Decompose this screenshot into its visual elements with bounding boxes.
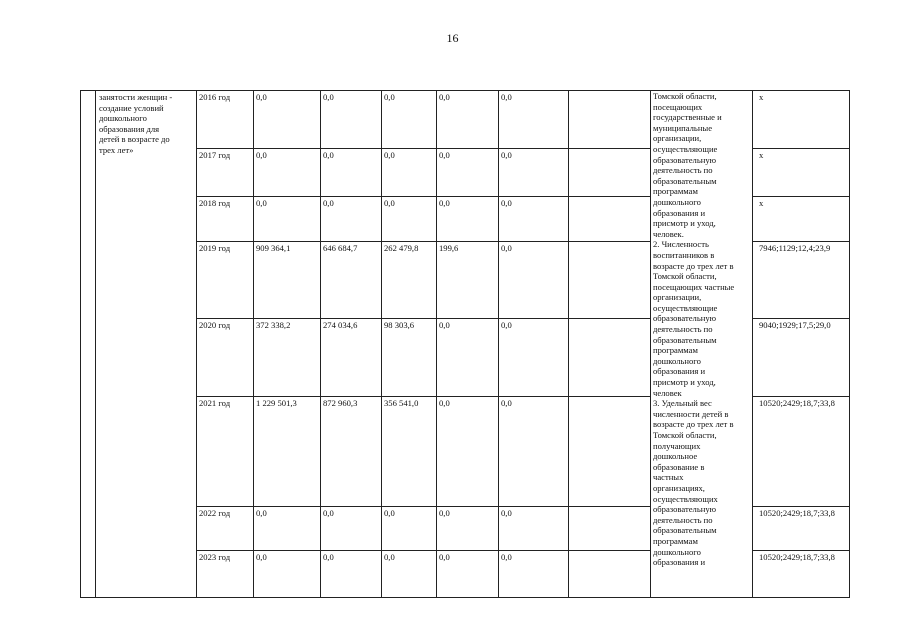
- value-cell: 7946;1129;12,4;23,9: [759, 243, 831, 253]
- row-divider: [752, 196, 850, 197]
- federal-cell: 0,0: [323, 198, 334, 208]
- indicator-line: программам: [653, 345, 698, 356]
- column-divider: [253, 90, 254, 598]
- row-divider: [752, 148, 850, 149]
- indicator-cell: [650, 90, 756, 598]
- event-name-line: трех лет»: [99, 144, 134, 155]
- total-cell: 0,0: [256, 92, 267, 102]
- indicator-line: осуществляющих: [653, 493, 718, 504]
- event-name-cell: [96, 90, 196, 204]
- indicator-line: посещающих частные: [653, 281, 735, 292]
- indicator-line: возрасте до трех лет в: [653, 419, 734, 430]
- indicator-line: возрасте до трех лет в: [653, 260, 734, 271]
- federal-cell: 646 684,7: [323, 243, 358, 253]
- federal-cell: 274 034,6: [323, 320, 358, 330]
- indicator-line: Томской области,: [653, 430, 717, 440]
- regional-cell: 0,0: [384, 508, 395, 518]
- indicator-line: 3. Удельный вес: [653, 398, 712, 409]
- event-name-line: образования для: [99, 123, 160, 134]
- program-table: [80, 90, 850, 598]
- regional-cell: 0,0: [384, 198, 395, 208]
- value-cell: x: [759, 92, 764, 102]
- column-divider: [381, 90, 382, 598]
- indicator-line: муниципальные: [653, 122, 713, 133]
- local-cell: 199,6: [439, 243, 459, 253]
- extra-cell: 0,0: [501, 150, 512, 160]
- indicator-line: дошкольного: [653, 196, 701, 207]
- total-cell: 1 229 501,3: [256, 398, 297, 408]
- value-cell: 10520;2429;18,7;33,8: [759, 552, 835, 562]
- federal-cell: 0,0: [323, 92, 334, 102]
- federal-cell: 872 960,3: [323, 398, 358, 408]
- indicator-line: деятельность по: [653, 324, 713, 335]
- year-cell: 2022 год: [199, 508, 231, 518]
- indicator-line: программам: [653, 535, 698, 546]
- indicator-line: частных: [653, 472, 684, 483]
- extra-cell: 0,0: [501, 198, 512, 208]
- indicator-line: дошкольного: [653, 546, 701, 557]
- indicator-line: деятельность по: [653, 165, 713, 176]
- indicator-line: присмотр и уход,: [653, 218, 716, 229]
- column-divider: [498, 90, 499, 598]
- regional-cell: 0,0: [384, 92, 395, 102]
- value-cell: 10520;2429;18,7;33,8: [759, 398, 835, 408]
- indicator-line: образования и: [653, 207, 706, 218]
- local-cell: 0,0: [439, 508, 450, 518]
- indicator-line: 2. Численность: [653, 239, 709, 250]
- indicator-line: численности детей в: [653, 408, 729, 419]
- year-cell: 2019 год: [199, 243, 231, 253]
- indicator-line: получающих: [653, 440, 701, 451]
- event-name-line: детей в возрасте до: [99, 134, 170, 145]
- value-cell: x: [759, 198, 764, 208]
- total-cell: 909 364,1: [256, 243, 291, 253]
- column-divider: [320, 90, 321, 598]
- federal-cell: 0,0: [323, 508, 334, 518]
- year-cell: 2023 год: [199, 552, 231, 562]
- regional-cell: 98 303,6: [384, 320, 415, 330]
- extra-cell: 0,0: [501, 320, 512, 330]
- extra-cell: 0,0: [501, 508, 512, 518]
- column-divider: [568, 90, 569, 598]
- indicator-line: Томской области,: [653, 271, 717, 282]
- indicator-line: дошкольное: [653, 451, 698, 462]
- indicator-line: организациях,: [653, 482, 705, 493]
- value-cell: 10520;2429;18,7;33,8: [759, 508, 835, 518]
- table-border-right: [849, 90, 850, 598]
- total-cell: 0,0: [256, 552, 267, 562]
- indicator-line: образовательным: [653, 175, 717, 186]
- indicator-line: образовательную: [653, 154, 717, 165]
- indicator-line: осуществляющие: [653, 302, 718, 313]
- indicator-line: человек: [653, 387, 682, 398]
- regional-cell: 0,0: [384, 552, 395, 562]
- indicator-line: программам: [653, 186, 698, 197]
- indicator-line: организации,: [653, 133, 702, 144]
- local-cell: 0,0: [439, 150, 450, 160]
- indicator-line: образование в: [653, 461, 705, 472]
- regional-cell: 356 541,0: [384, 398, 419, 408]
- total-cell: 0,0: [256, 198, 267, 208]
- indicator-line: осуществляющие: [653, 143, 718, 154]
- local-cell: 0,0: [439, 398, 450, 408]
- extra-cell: 0,0: [501, 243, 512, 253]
- total-cell: 372 338,2: [256, 320, 291, 330]
- event-name-line: занятости женщин -: [99, 92, 173, 102]
- regional-cell: 0,0: [384, 150, 395, 160]
- value-cell: x: [759, 150, 764, 160]
- federal-cell: 0,0: [323, 552, 334, 562]
- year-cell: 2018 год: [199, 198, 231, 208]
- indicator-line: образования и: [653, 557, 706, 568]
- indicator-line: образовательную: [653, 504, 717, 515]
- local-cell: 0,0: [439, 320, 450, 330]
- indicator-line: человек.: [653, 228, 684, 239]
- year-cell: 2016 год: [199, 92, 231, 102]
- indicator-line: образования и: [653, 366, 706, 377]
- indicator-line: организации,: [653, 292, 702, 303]
- total-cell: 0,0: [256, 150, 267, 160]
- value-cell: 9040;1929;17,5;29,0: [759, 320, 831, 330]
- regional-cell: 262 479,8: [384, 243, 419, 253]
- page-number: 16: [446, 31, 459, 45]
- indicator-line: государственные и: [653, 112, 722, 123]
- indicator-line: образовательным: [653, 334, 717, 345]
- event-name-line: дошкольного: [99, 113, 147, 124]
- indicator-line: присмотр и уход,: [653, 377, 716, 388]
- indicator-line: воспитанников в: [653, 249, 715, 260]
- indicator-line: дошкольного: [653, 355, 701, 366]
- total-cell: 0,0: [256, 508, 267, 518]
- year-cell: 2021 год: [199, 398, 231, 408]
- federal-cell: 0,0: [323, 150, 334, 160]
- year-cell: 2020 год: [199, 320, 231, 330]
- extra-cell: 0,0: [501, 552, 512, 562]
- indicator-line: деятельность по: [653, 514, 713, 525]
- local-cell: 0,0: [439, 552, 450, 562]
- indicator-line: посещающих: [653, 101, 703, 112]
- extra-cell: 0,0: [501, 92, 512, 102]
- column-divider: [436, 90, 437, 598]
- column-divider: [196, 90, 197, 598]
- indicator-line: образовательную: [653, 313, 717, 324]
- table-border-left: [80, 90, 81, 598]
- indicator-line: образовательным: [653, 525, 717, 536]
- extra-cell: 0,0: [501, 398, 512, 408]
- indicator-line: Томской области,: [653, 91, 717, 101]
- year-cell: 2017 год: [199, 150, 231, 160]
- local-cell: 0,0: [439, 92, 450, 102]
- event-name-line: создание условий: [99, 102, 164, 113]
- local-cell: 0,0: [439, 198, 450, 208]
